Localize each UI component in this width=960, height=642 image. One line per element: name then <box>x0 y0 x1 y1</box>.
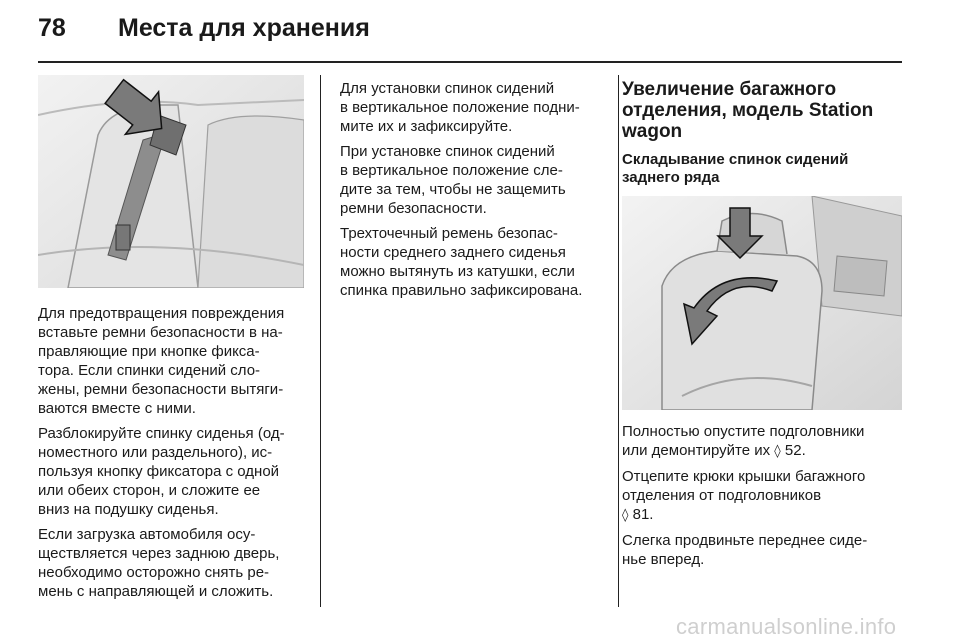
page-title: Места для хранения <box>118 14 370 42</box>
paragraph: Если загрузка автомобиля осу- ществляется через заднюю дверь, необходимо осторожно снять ре- мень с направляющей и сложить. <box>38 526 280 600</box>
seat-fold-illustration <box>622 196 902 410</box>
seatbelt-guide-illustration <box>38 75 304 288</box>
page-reference[interactable]: 81. <box>632 506 654 523</box>
column-divider-left <box>320 75 321 607</box>
paragraph: Разблокируйте спинку сиденья (од- номестного или раздельного), ис- пользуя кнопку фиксатора с одной или обеих сторон, и сложите ее вниз на подушку сиденья. <box>38 425 285 518</box>
paragraph: Для установки спинок сидений в вертикальное положение подни- мите их и зафиксируйте. <box>340 80 580 135</box>
paragraph: Трехточечный ремень безопас- ности среднего заднего сиденья можно вытянуть из катушки, если спинка правильно зафиксирована. <box>340 225 583 299</box>
paragraph: Слегка продвиньте переднее сиде- нье вперед. <box>622 532 868 568</box>
page-reference[interactable]: 52. <box>784 442 806 459</box>
watermark: carmanualsonline.info <box>676 614 897 639</box>
paragraph: Полностью опустите подголовники или демонтируйте их ◊ 52. <box>622 423 865 459</box>
paragraph: Для предотвращения повреждения вставьте ремни безопасности в на- правляющие при кнопке фикса- тора. Если спинки сидений сло- жены, ремни безопасности вытяги- ваются вместе с ними. <box>38 305 285 417</box>
column-3-text <box>622 422 904 575</box>
paragraph: Отцепите крюки крышки багажного отделения от подголовников ◊ 81. <box>622 468 866 523</box>
section-subheading: Складывание спинок сидений заднего ряда <box>622 151 849 186</box>
paragraph: При установке спинок сидений в вертикальное положение сле- дите за тем, чтобы не защемить ремни безопасности. <box>340 143 566 217</box>
header-divider <box>38 61 902 63</box>
column-1-text <box>38 304 310 607</box>
section-heading: Увеличение багажного отделения, модель Station wagon <box>622 79 874 142</box>
page-number: 78 <box>38 14 66 42</box>
page-reference-icon: ◊ <box>622 508 629 523</box>
column-divider-right <box>618 75 619 607</box>
page-reference-icon: ◊ <box>774 444 781 459</box>
column-2-text <box>340 79 610 306</box>
